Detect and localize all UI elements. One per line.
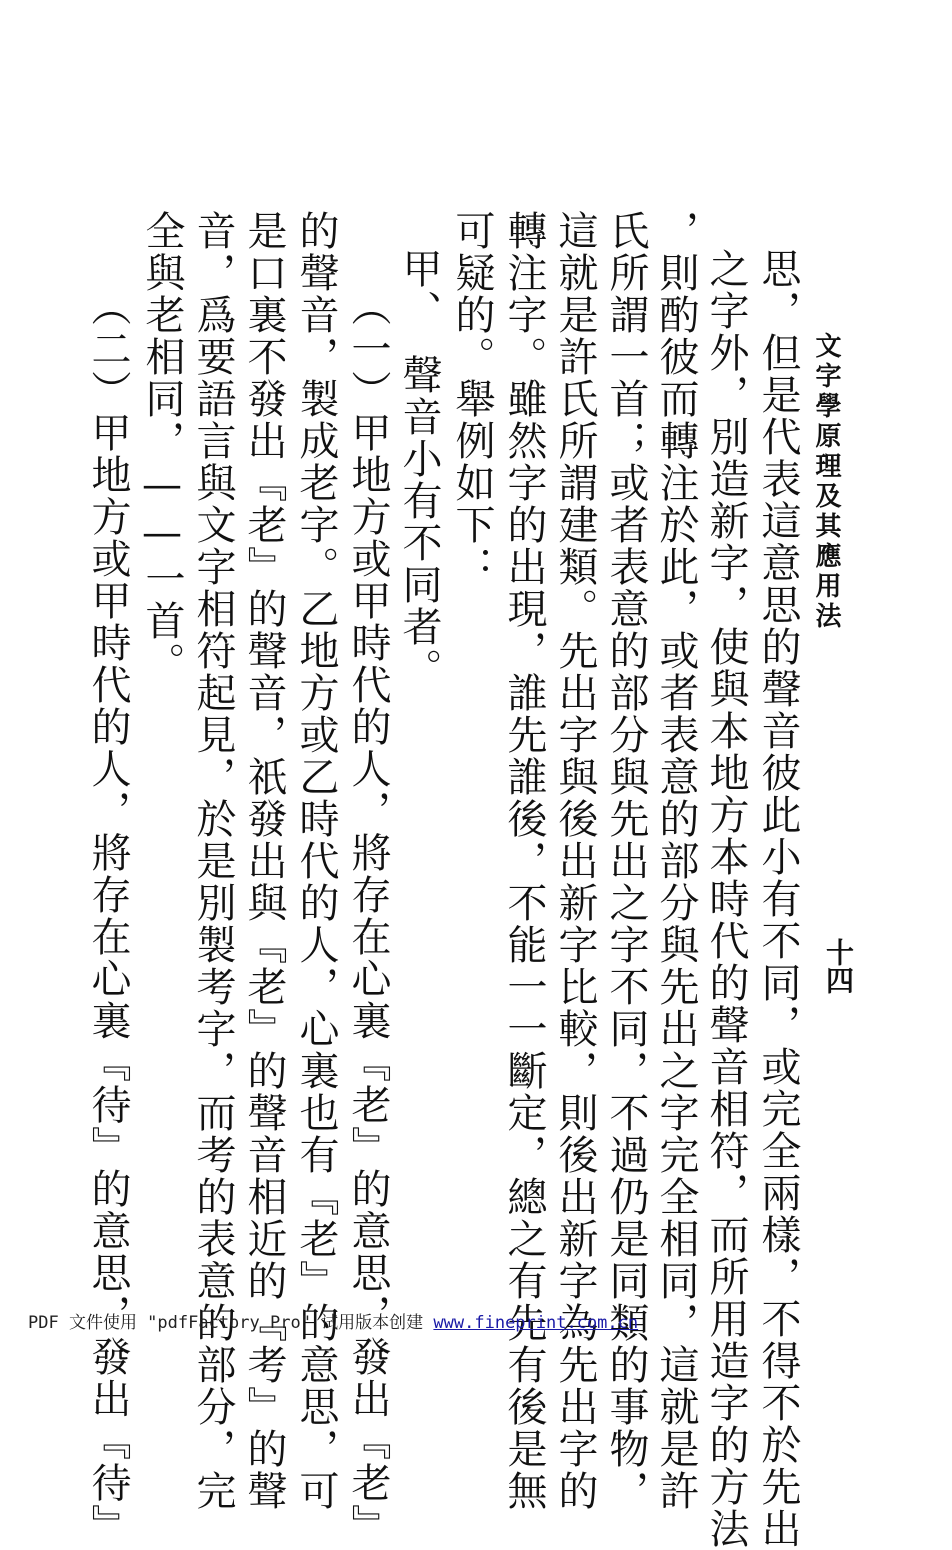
text-column: 音，爲要語言與文字相符起見，於是別製考字，而考的表意的部分，完: [190, 210, 236, 1512]
section-heading: 甲、 聲音小有不同者。: [396, 248, 442, 690]
text-column: 轉注字。雖然字的出現，誰先誰後，不能一一斷定，總之有先有後是無: [501, 210, 547, 1512]
text-column: 這就是許氏所謂建類。先出字與後出新字比較，則後出新字為先出字的: [552, 210, 598, 1512]
footer-text: PDF 文件使用 "pdfFactory Pro" 试用版本创建: [28, 1313, 424, 1333]
text-column: （一）甲地方或甲時代的人，將存在心裏『老』的意思，發出『老』: [345, 286, 391, 1546]
running-title: 文字學原理及其應用法: [811, 332, 841, 632]
text-column: 氏所謂一首；或者表意的部分與先出之字不同，不過仍是同類的事物，: [603, 210, 649, 1512]
text-column: 之字外，別造新字，使與本地方本時代的聲音相符，而所用造字的方法: [703, 248, 749, 1550]
text-column: 全與老相同，——一首。: [139, 210, 185, 684]
text-column: 是口裏不發出『老』的聲音，祇發出與『老』的聲音相近的『考』的聲: [241, 210, 287, 1512]
text-column: 思，但是代表這意思的聲音彼此小有不同，或完全兩樣，不得不於先出: [755, 248, 801, 1550]
page-number: 十四: [822, 938, 855, 994]
text-column: ，則酌彼而轉注於此，或者表意的部分與先出之字完全相同，這就是許: [653, 210, 699, 1512]
text-column: 可疑的。舉例如下：: [449, 210, 495, 588]
pdf-footer: [28, 1308, 638, 1333]
footer-link[interactable]: www.fineprint.com.cn: [433, 1313, 639, 1333]
text-column: 的聲音，製成老字。乙地方或乙時代的人，心裏也有『老』的意思，可: [293, 210, 339, 1512]
text-column: （二）甲地方或甲時代的人，將存在心裏『待』的意思，發出『待』: [85, 286, 131, 1546]
